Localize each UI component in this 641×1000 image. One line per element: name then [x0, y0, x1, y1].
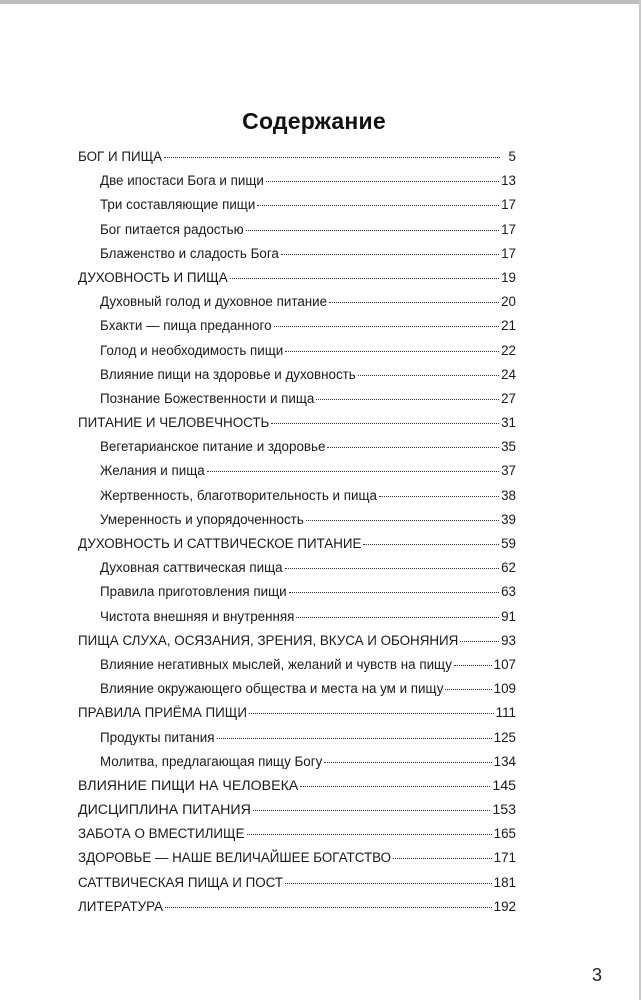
toc-section-entry — [78, 435, 516, 459]
toc-chapter-entry — [78, 798, 516, 822]
toc-entry-page: 153 — [492, 802, 516, 819]
toc-section-entry — [78, 339, 516, 363]
toc-entry-title: ВЛИЯНИЕ ПИЩИ НА ЧЕЛОВЕКА — [78, 777, 299, 794]
toc-entry-page: 107 — [493, 656, 516, 672]
toc-section-entry — [78, 726, 516, 750]
toc-entry-title: Бог питается радостью — [100, 221, 244, 237]
toc-dot-leader — [327, 446, 499, 448]
toc-dot-leader — [246, 229, 499, 231]
toc-entry-page: 134 — [493, 753, 516, 769]
toc-chapter-entry — [78, 895, 516, 919]
toc-dot-leader — [207, 470, 499, 472]
toc-entry-page: 27 — [501, 390, 516, 406]
toc-entry-title: ПРАВИЛА ПРИЁМА ПИЩИ — [78, 705, 247, 721]
toc-entry-page: 59 — [501, 536, 516, 551]
toc-chapter-entry — [78, 145, 516, 169]
toc-dot-leader — [329, 301, 499, 303]
toc-dot-leader — [271, 422, 499, 424]
toc-entry-title: Влияние окружающего общества и места на ум и пищу — [100, 681, 444, 697]
toc-entry-title: ДУХОВНОСТЬ И ПИЩА — [78, 269, 228, 285]
toc-dot-leader — [230, 277, 499, 279]
table-of-contents — [78, 145, 516, 919]
toc-dot-leader — [300, 785, 490, 787]
toc-dot-leader — [165, 906, 492, 908]
toc-dot-leader — [324, 761, 491, 763]
toc-dot-leader — [296, 616, 499, 618]
toc-entry-title: Вегетарианское питание и здоровье — [100, 439, 326, 455]
toc-entry-page: 192 — [493, 898, 516, 914]
toc-entry-title: Умеренность и упорядоченность — [100, 511, 304, 527]
toc-entry-title: ЗДОРОВЬЕ — НАШЕ ВЕЛИЧАЙШЕЕ БОГАТСТВО — [78, 850, 392, 866]
toc-entry-title: Молитва, предлагающая пищу Богу — [100, 753, 323, 769]
toc-dot-leader — [393, 857, 492, 859]
toc-entry-page: 62 — [501, 560, 516, 576]
toc-entry-page: 125 — [493, 729, 516, 745]
toc-section-entry — [78, 653, 516, 677]
toc-dot-leader — [249, 712, 494, 714]
toc-entry-page: 37 — [501, 463, 516, 479]
toc-chapter-entry — [78, 871, 516, 895]
toc-entry-title: ЛИТЕРАТУРА — [78, 898, 164, 914]
toc-section-entry — [78, 218, 516, 242]
toc-entry-title: Продукты питания — [100, 729, 215, 745]
toc-entry-title: Духовный голод и духовное питание — [100, 294, 328, 310]
toc-entry-title: ПИТАНИЕ И ЧЕЛОВЕЧНОСТЬ — [78, 415, 270, 431]
page-title: Содержание — [242, 108, 386, 135]
toc-entry-page: 109 — [493, 681, 516, 697]
toc-entry-page: 181 — [493, 874, 516, 890]
toc-entry-title: ДИСЦИПЛИНА ПИТАНИЯ — [78, 802, 251, 819]
toc-dot-leader — [274, 325, 500, 327]
toc-dot-leader — [217, 737, 492, 739]
toc-entry-title: Бхакти — пища преданного — [100, 318, 272, 334]
toc-section-entry — [78, 605, 516, 629]
toc-dot-leader — [363, 543, 499, 545]
toc-section-entry — [78, 387, 516, 411]
toc-entry-page: 35 — [501, 439, 516, 455]
toc-entry-page: 17 — [501, 221, 516, 237]
toc-dot-leader — [289, 591, 500, 593]
toc-dot-leader — [247, 833, 492, 835]
toc-entry-page: 111 — [495, 705, 516, 721]
toc-entry-title: Жертвенность, благотворительность и пища — [100, 487, 377, 503]
toc-dot-leader — [266, 180, 499, 182]
toc-chapter-entry — [78, 774, 516, 798]
toc-entry-page: 24 — [501, 366, 516, 382]
toc-section-entry — [78, 677, 516, 701]
toc-section-entry — [78, 363, 516, 387]
toc-entry-page: 17 — [501, 245, 516, 261]
toc-entry-title: БОГ И ПИЩА — [78, 149, 163, 164]
toc-entry-page: 171 — [493, 850, 516, 866]
toc-chapter-entry — [78, 411, 516, 435]
toc-chapter-entry — [78, 266, 516, 290]
toc-dot-leader — [257, 204, 499, 206]
toc-entry-page: 91 — [501, 608, 516, 624]
toc-entry-title: ДУХОВНОСТЬ И САТТВИЧЕСКОЕ ПИТАНИЕ — [78, 536, 362, 551]
toc-section-entry — [78, 750, 516, 774]
toc-entry-page: 145 — [492, 777, 516, 794]
toc-section-entry — [78, 314, 516, 338]
toc-entry-title: Духовная саттвическая пища — [100, 560, 283, 576]
toc-chapter-entry — [78, 629, 516, 653]
toc-section-entry — [78, 169, 516, 193]
toc-entry-page: 165 — [493, 826, 516, 842]
toc-entry-page: 93 — [501, 632, 516, 648]
toc-dot-leader — [285, 350, 499, 352]
toc-entry-title: ЗАБОТА О ВМЕСТИЛИЩЕ — [78, 826, 245, 842]
toc-chapter-entry — [78, 846, 516, 870]
toc-dot-leader — [460, 640, 499, 642]
toc-entry-page: 22 — [501, 342, 516, 358]
toc-dot-leader — [285, 882, 492, 884]
toc-entry-title: Влияние пищи на здоровье и духовность — [100, 366, 356, 382]
toc-dot-leader — [253, 809, 490, 811]
toc-chapter-entry — [78, 822, 516, 846]
toc-entry-page: 13 — [501, 173, 516, 189]
toc-entry-page: 21 — [501, 318, 516, 334]
toc-dot-leader — [379, 495, 499, 497]
toc-section-entry — [78, 290, 516, 314]
toc-entry-title: Блаженство и сладость Бога — [100, 245, 279, 261]
toc-entry-title: Две ипостаси Бога и пищи — [100, 173, 264, 189]
page-number: 3 — [592, 965, 603, 985]
toc-section-entry — [78, 580, 516, 604]
toc-chapter-entry — [78, 532, 516, 556]
toc-dot-leader — [285, 567, 500, 569]
toc-entry-page: 19 — [501, 269, 516, 285]
toc-entry-title: САТТВИЧЕСКАЯ ПИЩА И ПОСТ — [78, 874, 284, 890]
toc-section-entry — [78, 508, 516, 532]
toc-section-entry — [78, 459, 516, 483]
toc-dot-leader — [281, 253, 499, 255]
toc-dot-leader — [306, 519, 499, 521]
toc-entry-page: 5 — [508, 149, 516, 164]
toc-entry-page: 17 — [501, 197, 516, 213]
toc-entry-title: Познание Божественности и пища — [100, 390, 315, 406]
toc-entry-title: Голод и необходимость пищи — [100, 342, 284, 358]
toc-entry-title: Правила приготовления пищи — [100, 584, 287, 600]
toc-section-entry — [78, 193, 516, 217]
toc-entry-page: 63 — [501, 584, 516, 600]
toc-dot-leader — [316, 398, 499, 400]
page-edge-top — [0, 0, 641, 4]
toc-entry-title: Влияние негативных мыслей, желаний и чувств на пищу — [100, 656, 452, 672]
toc-entry-page: 31 — [501, 415, 516, 431]
toc-entry-title: Три составляющие пищи — [100, 197, 256, 213]
toc-entry-page: 39 — [501, 511, 516, 527]
toc-entry-title: Желания и пища — [100, 463, 205, 479]
toc-dot-leader — [454, 664, 492, 666]
toc-section-entry — [78, 242, 516, 266]
toc-dot-leader — [358, 374, 499, 376]
toc-entry-title: Чистота внешняя и внутренняя — [100, 608, 295, 624]
toc-entry-title: ПИЩА СЛУХА, ОСЯЗАНИЯ, ЗРЕНИЯ, ВКУСА И ОБОНЯНИЯ — [78, 632, 459, 648]
toc-dot-leader — [445, 688, 491, 690]
toc-entry-page: 38 — [501, 487, 516, 503]
toc-section-entry — [78, 484, 516, 508]
toc-dot-leader — [164, 156, 500, 158]
toc-entry-page: 20 — [501, 294, 516, 310]
toc-chapter-entry — [78, 701, 516, 725]
toc-section-entry — [78, 556, 516, 580]
